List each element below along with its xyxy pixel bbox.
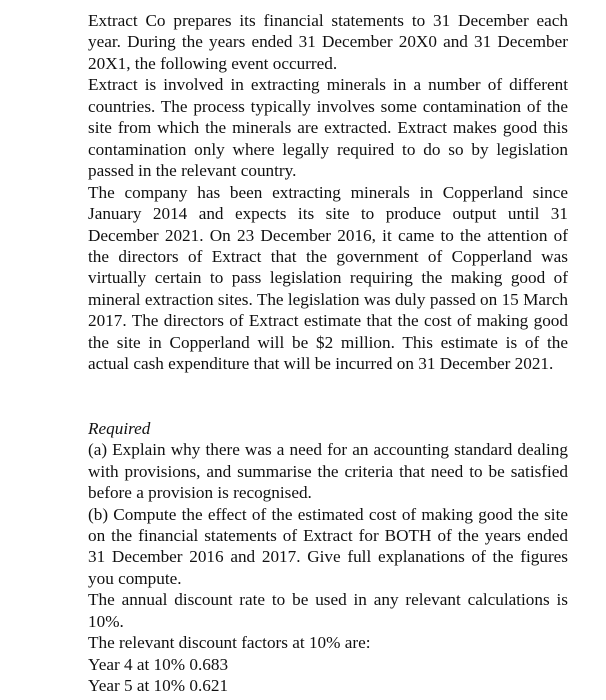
scenario-paragraph: The company has been extracting minerals in Copperland since January 2014 and expects its site to produce output until 31 December 2021. On 23 December 2016, it came to the attention of the directors of Extract that the government of Copperland was virtually certain to pass legislation requiring the making good of mineral extraction sites. The legislation was duly passed on 15 March 2017. The directors of Extract estimate that the cost of making good the site in Copperland will be $2 million. This estimate is of the actual cash expenditure that will be incurred on 31 December 2021. — [88, 182, 568, 374]
question-document — [88, 10, 568, 697]
section-spacer — [88, 375, 568, 418]
intro-paragraph: Extract Co prepares its financial statements to 31 December each year. During the years ended 31 December 20X0 and 31 December 20X1, the following event occurred. — [88, 11, 568, 73]
discount-factor-year-4: Year 4 at 10% 0.683 — [88, 654, 229, 674]
discount-factors-heading: The relevant discount factors at 10% are: — [88, 633, 371, 653]
required-heading: Required — [88, 418, 151, 438]
part-b-question: (b) Compute the effect of the estimated cost of making good the site on the financial statements of Extract for BOTH of the years ended 31 December 2016 and 2017. Give full explanations of the figures you compute. — [88, 504, 568, 588]
background-paragraph: Extract is involved in extracting minerals in a number of different countries. The process typically involves some contamination of the site from which the minerals are extracted. Extract makes good this contamination only where legally required to do so by legislation passed in the relevant country. — [88, 75, 568, 181]
discount-factor-year-5: Year 5 at 10% 0.621 — [88, 676, 229, 696]
discount-rate-note: The annual discount rate to be used in any relevant calculations is 10%. — [88, 590, 568, 631]
part-a-question: (a) Explain why there was a need for an accounting standard dealing with provisions, and summarise the criteria that need to be satisfied before a provision is recognised. — [88, 440, 568, 503]
